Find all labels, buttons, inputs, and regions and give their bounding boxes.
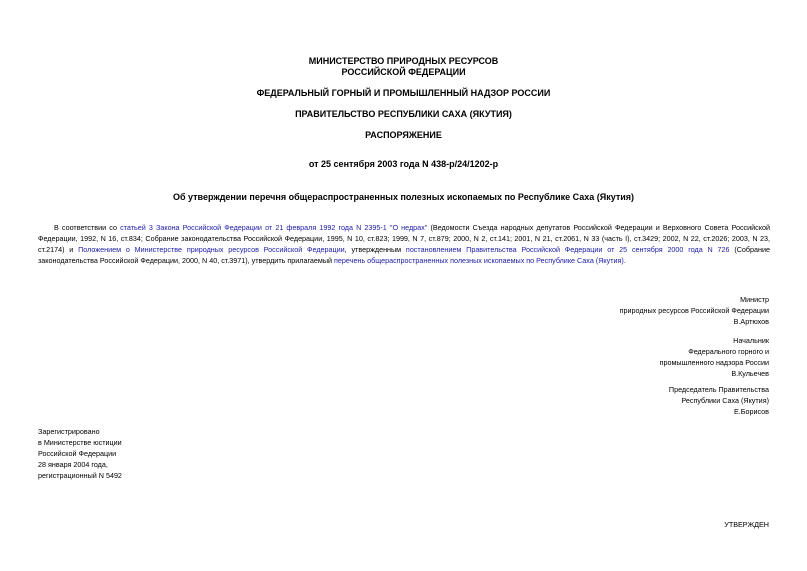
government-heading bbox=[0, 109, 807, 120]
signature-line: Федерального горного и bbox=[688, 347, 769, 356]
body-text-2: (Ведомости Съезда народных депутатов Российской Федерации и Верховного Совета Российской Федерации, 1992, N 16, ст.834; Собрание законодательства Российской Федерации, 1995, N 10, ст.823; 1999, N 7, ст.879; 2000, N 2, ст.141; 2001, N 21, ст.2061, N 33 (часть I), ст.3429; 2002, N 22, ст.2026; 2003, N 23, ст.2174) и bbox=[38, 223, 770, 254]
signature-line: Е.Борисов bbox=[733, 407, 769, 416]
registration-note bbox=[38, 426, 122, 481]
date-number-heading bbox=[0, 159, 807, 170]
document-title-text: Об утверждении перечня общераспространенных полезных ископаемых по Республике Саха (Якутия) bbox=[172, 192, 635, 202]
registration-line: регистрационный N 5492 bbox=[38, 471, 122, 480]
ministry-line-1: МИНИСТЕРСТВО ПРИРОДНЫХ РЕСУРСОВ bbox=[308, 56, 499, 66]
signature-line: Министр bbox=[740, 295, 769, 304]
approved-label: УТВЕРЖДЕН bbox=[724, 520, 769, 529]
signature-gosgortechnadzor-head bbox=[660, 335, 769, 379]
signature-government-chairman bbox=[669, 384, 769, 417]
government-text: ПРАВИТЕЛЬСТВО РЕСПУБЛИКИ САХА (ЯКУТИЯ) bbox=[295, 109, 512, 119]
doc-type-heading bbox=[0, 130, 807, 141]
ministry-line-2: РОССИЙСКОЙ ФЕДЕРАЦИИ bbox=[341, 67, 466, 77]
ministry-heading bbox=[0, 56, 807, 78]
signature-line: промышленного надзора России bbox=[659, 358, 769, 367]
document-title bbox=[0, 192, 807, 203]
registration-line: Российской Федерации bbox=[38, 449, 117, 458]
signature-line: природных ресурсов Российской Федерации bbox=[619, 306, 769, 315]
registration-line: в Министерстве юстиции bbox=[38, 438, 122, 447]
signature-line: Начальник bbox=[733, 336, 769, 345]
signature-line: Председатель Правительства bbox=[668, 385, 769, 394]
body-text-1: В соответствии со bbox=[54, 223, 121, 232]
date-number-text: от 25 сентября 2003 года N 438-р/24/1202-р bbox=[308, 159, 499, 169]
body-text-4: (Собрание законодательства Российской Федерации, 2000, N 40, ст.3971), утвердить прилагаемый bbox=[38, 245, 770, 265]
signature-line: В.Артюхов bbox=[733, 317, 769, 326]
signature-line: В.Кульечев bbox=[731, 369, 769, 378]
ministry-regulation-link[interactable]: Положением о Министерстве природных ресурсов Российской Федерации bbox=[78, 245, 345, 254]
signature-minister bbox=[620, 294, 769, 327]
signature-line: Республики Саха (Якутия) bbox=[681, 396, 769, 405]
doc-type-text: РАСПОРЯЖЕНИЕ bbox=[365, 130, 442, 140]
body-paragraph bbox=[38, 222, 770, 266]
gosgortechnadzor-heading bbox=[0, 88, 807, 99]
body-text-3: , утвержденным bbox=[344, 245, 406, 254]
gosgortechnadzor-text: ФЕДЕРАЛЬНЫЙ ГОРНЫЙ И ПРОМЫШЛЕННЫЙ НАДЗОР РОССИИ bbox=[256, 88, 551, 98]
law-on-subsoil-link[interactable]: статьей 3 Закона Российской Федерации от 21 февраля 1992 года N 2395-1 "О недрах" bbox=[120, 223, 428, 232]
government-decree-link[interactable]: постановлением Правительства Российской Федерации от 25 сентября 2000 года N 726 bbox=[405, 245, 730, 254]
body-text-5: . bbox=[623, 256, 626, 265]
minerals-list-link[interactable]: перечень общераспространенных полезных ископаемых по Республике Саха (Якутия) bbox=[334, 256, 624, 265]
registration-line: Зарегистрировано bbox=[38, 427, 100, 436]
registration-line: 28 января 2004 года, bbox=[38, 460, 108, 469]
